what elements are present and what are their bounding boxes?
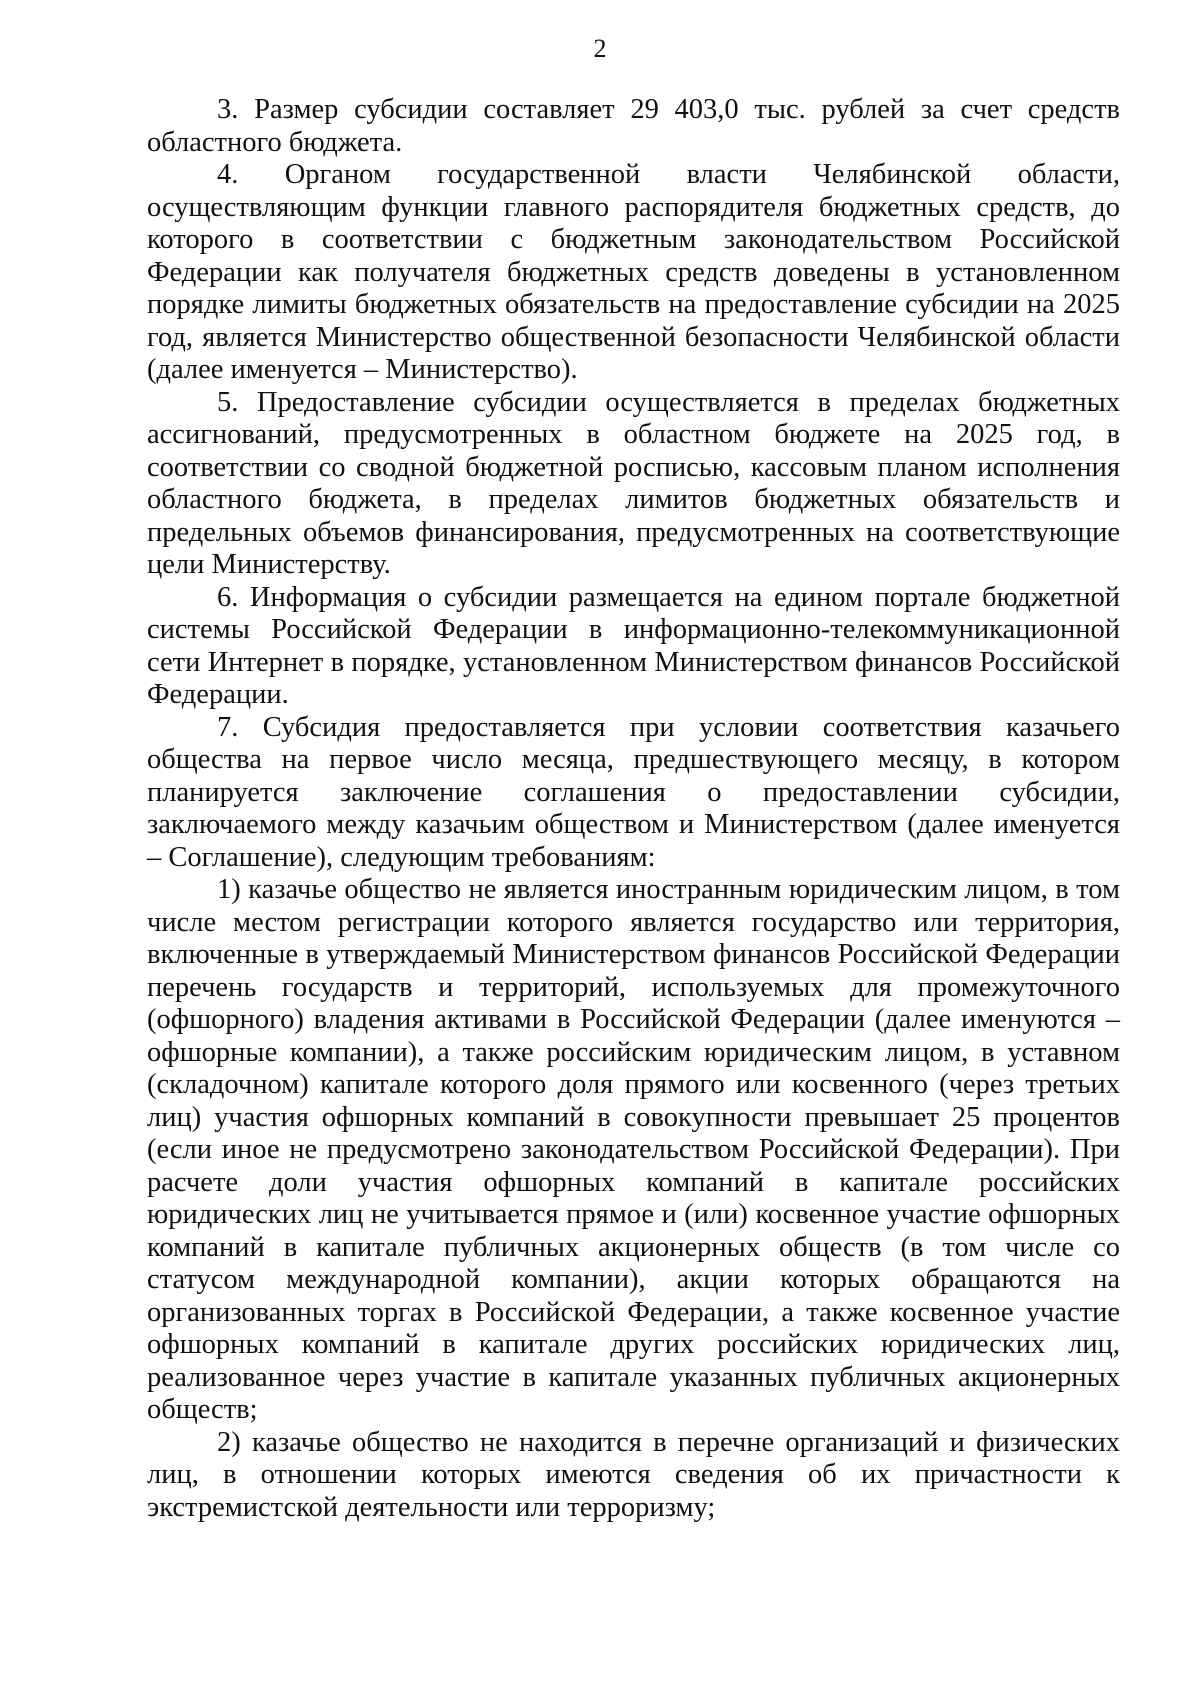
paragraph-3: 3. Размер субсидии составляет 29 403,0 тыс. рублей за счет средств областного бюджета. (147, 94, 1120, 158)
paragraph-6: 6. Информация о субсидии размещается на едином портале бюджетной системы Российской Федерации в информационно-телекоммуникационной сети Интернет в порядке, установленном Министерством финансов Российской Федерации. (147, 581, 1120, 710)
page-number: 2 (593, 34, 607, 63)
paragraph-7: 7. Субсидия предоставляется при условии соответствия казачьего общества на первое число месяца, предшествующего месяцу, в котором планируется заключение соглашения о предоставлении субсидии, заключаемого между казачьим обществом и Министерством (далее именуется – Соглашение), следующим требованиям: (147, 711, 1120, 873)
paragraph-4: 4. Органом государственной власти Челябинской области, осуществляющим функции главного распорядителя бюджетных средств, до которого в соответствии с бюджетным законодательством Российской Федерации как получателя бюджетных средств доведены в установленном порядке лимиты бюджетных обязательств на предоставление субсидии на 2025 год, является Министерство общественной безопасности Челябинской области (далее именуется – Министерство). (147, 159, 1120, 385)
document-body (147, 94, 1120, 1524)
requirement-1: 1) казачье общество не является иностранным юридическим лицом, в том числе местом регистрации которого является государство или территория, включенные в утверждаемый Министерством финансов Российской Федерации перечень государств и территорий, используемых для промежуточного (офшорного) владения активами в Российской Федерации (далее именуются – офшорные компании), а также российским юридическим лицом, в уставном (складочном) капитале которого доля прямого или косвенного (через третьих лиц) участия офшорных компаний в совокупности превышает 25 процентов (если иное не предусмотрено законодательством Российской Федерации). При расчете доли участия офшорных компаний в капитале российских юридических лиц не учитывается прямое и (или) косвенное участие офшорных компаний в капитале публичных акционерных обществ (в том числе со статусом международной компании), акции которых обращаются на организованных торгах в Российской Федерации, а также косвенное участие офшорных компаний в капитале других российских юридических лиц, реализованное через участие в капитале указанных публичных акционерных обществ; (147, 874, 1120, 1425)
requirement-2: 2) казачье общество не находится в перечне организаций и физических лиц, в отношении которых имеются сведения об их причастности к экстремистской деятельности или терроризму; (147, 1426, 1120, 1523)
paragraph-5: 5. Предоставление субсидии осуществляется в пределах бюджетных ассигнований, предусмотренных в областном бюджете на 2025 год, в соответствии со сводной бюджетной росписью, кассовым планом исполнения областного бюджета, в пределах лимитов бюджетных обязательств и предельных объемов финансирования, предусмотренных на соответствующие цели Министерству. (147, 386, 1120, 580)
